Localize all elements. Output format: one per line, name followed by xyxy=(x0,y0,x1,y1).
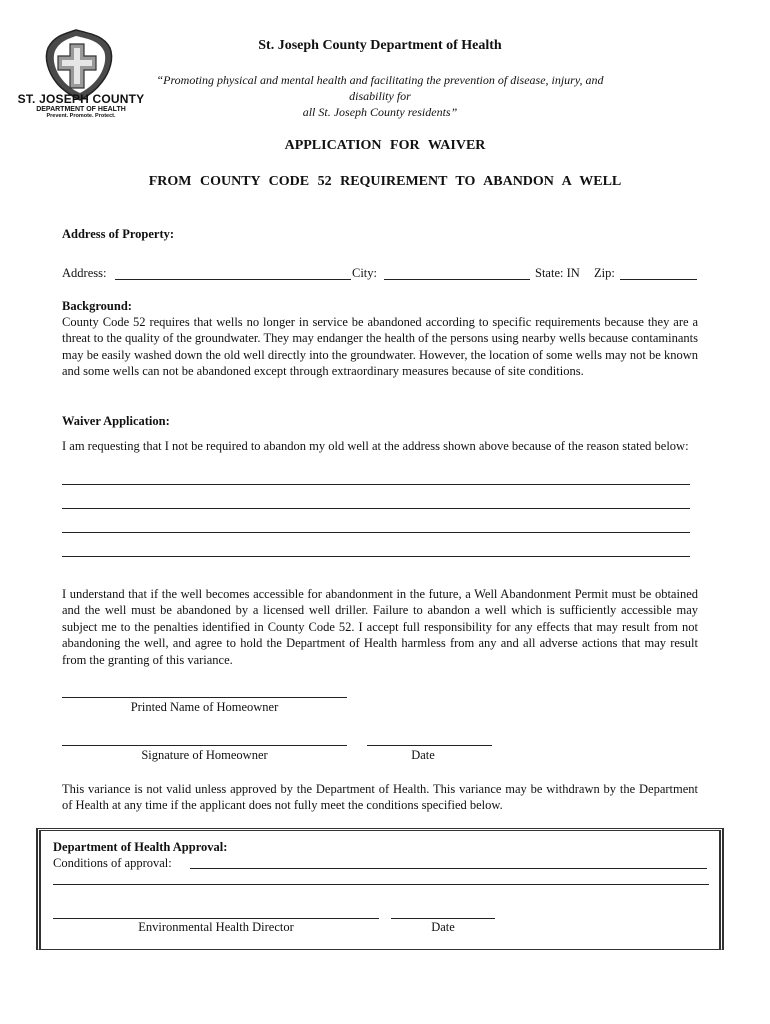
signature-line[interactable] xyxy=(62,745,347,746)
tagline-line-2: all St. Joseph County residents” xyxy=(302,105,458,119)
director-label: Environmental Health Director xyxy=(138,920,294,934)
logo-department: DEPARTMENT OF HEALTH xyxy=(36,106,126,113)
waiver-heading: Waiver Application: xyxy=(62,414,170,428)
form-subtitle: FROM COUNTY CODE 52 REQUIREMENT TO ABANDON A WELL xyxy=(148,174,622,189)
signature-label: Signature of Homeowner xyxy=(141,748,268,762)
conditions-field[interactable] xyxy=(190,868,707,869)
approval-date-label: Date xyxy=(431,920,455,934)
printed-name-label: Printed Name of Homeowner xyxy=(130,700,279,714)
conditions-line-2[interactable] xyxy=(53,884,709,885)
department-name: St. Joseph County Department of Health xyxy=(258,38,502,53)
signature-date-line[interactable] xyxy=(367,745,492,746)
address-field[interactable] xyxy=(115,279,351,280)
property-heading: Address of Property: xyxy=(62,227,175,241)
approval-box xyxy=(36,828,724,950)
conditions-label: Conditions of approval: xyxy=(53,856,172,871)
reason-line-2[interactable] xyxy=(62,508,690,509)
logo-text xyxy=(16,93,146,120)
form-title: APPLICATION FOR WAIVER xyxy=(284,138,486,153)
address-label: Address: xyxy=(62,266,107,280)
understanding-text: I understand that if the well becomes accessible for abandonment in the future, a Well Abandonment Permit must be obtained and the well must be abandoned by a licensed well driller. Failure to abandon a well which is sufficiently accessible may subject me to the penalties identified in County Code 52. I accept full responsibility for any effects that may result from not abandoning the well, and agree to hold the Department of Health harmless from any and all adverse actions that may result from the granting of this variance. xyxy=(62,587,698,667)
reason-line-3[interactable] xyxy=(62,532,690,533)
conditions-row xyxy=(53,855,709,872)
state-label: State: IN xyxy=(535,266,580,280)
background-text: County Code 52 requires that wells no longer in service be abandoned according to specific requirements because they are a threat to the quality of the groundwater. They may endanger the health of the persons using nearby wells because contaminants may be easily washed down the old well directly into the groundwater. However, the location of some wells may not be known and some wells can not be abandoned except through extraordinary measures because of site conditions. xyxy=(62,315,698,379)
logo-motto: Prevent. Promote. Protect. xyxy=(46,113,116,119)
logo-name: ST. JOSEPH COUNTY xyxy=(17,92,145,106)
tagline-line-1: “Promoting physical and mental health and facilitating the prevention of disease, injury, and disability for xyxy=(156,73,604,103)
waiver-text: I am requesting that I not be required to abandon my old well at the address shown above because of the reason stated below: xyxy=(62,439,689,453)
reason-line-4[interactable] xyxy=(62,556,690,557)
validity-text: This variance is not valid unless approved by the Department of Health. This variance may be withdrawn by the Department of Health at any time if the applicant does not fully meet the conditions specified below. xyxy=(62,782,698,813)
signature-date-label: Date xyxy=(411,748,435,762)
zip-label: Zip: xyxy=(594,266,615,280)
tagline xyxy=(150,72,610,120)
city-label: City: xyxy=(352,266,378,280)
director-signature-line[interactable] xyxy=(53,918,379,919)
zip-field[interactable] xyxy=(620,279,697,280)
background-heading: Background: xyxy=(62,299,132,313)
reason-line-1[interactable] xyxy=(62,484,690,485)
approval-date-line[interactable] xyxy=(391,918,495,919)
approval-heading: Department of Health Approval: xyxy=(53,840,228,854)
city-field[interactable] xyxy=(384,279,530,280)
address-row xyxy=(62,266,702,284)
printed-name-line[interactable] xyxy=(62,697,347,698)
